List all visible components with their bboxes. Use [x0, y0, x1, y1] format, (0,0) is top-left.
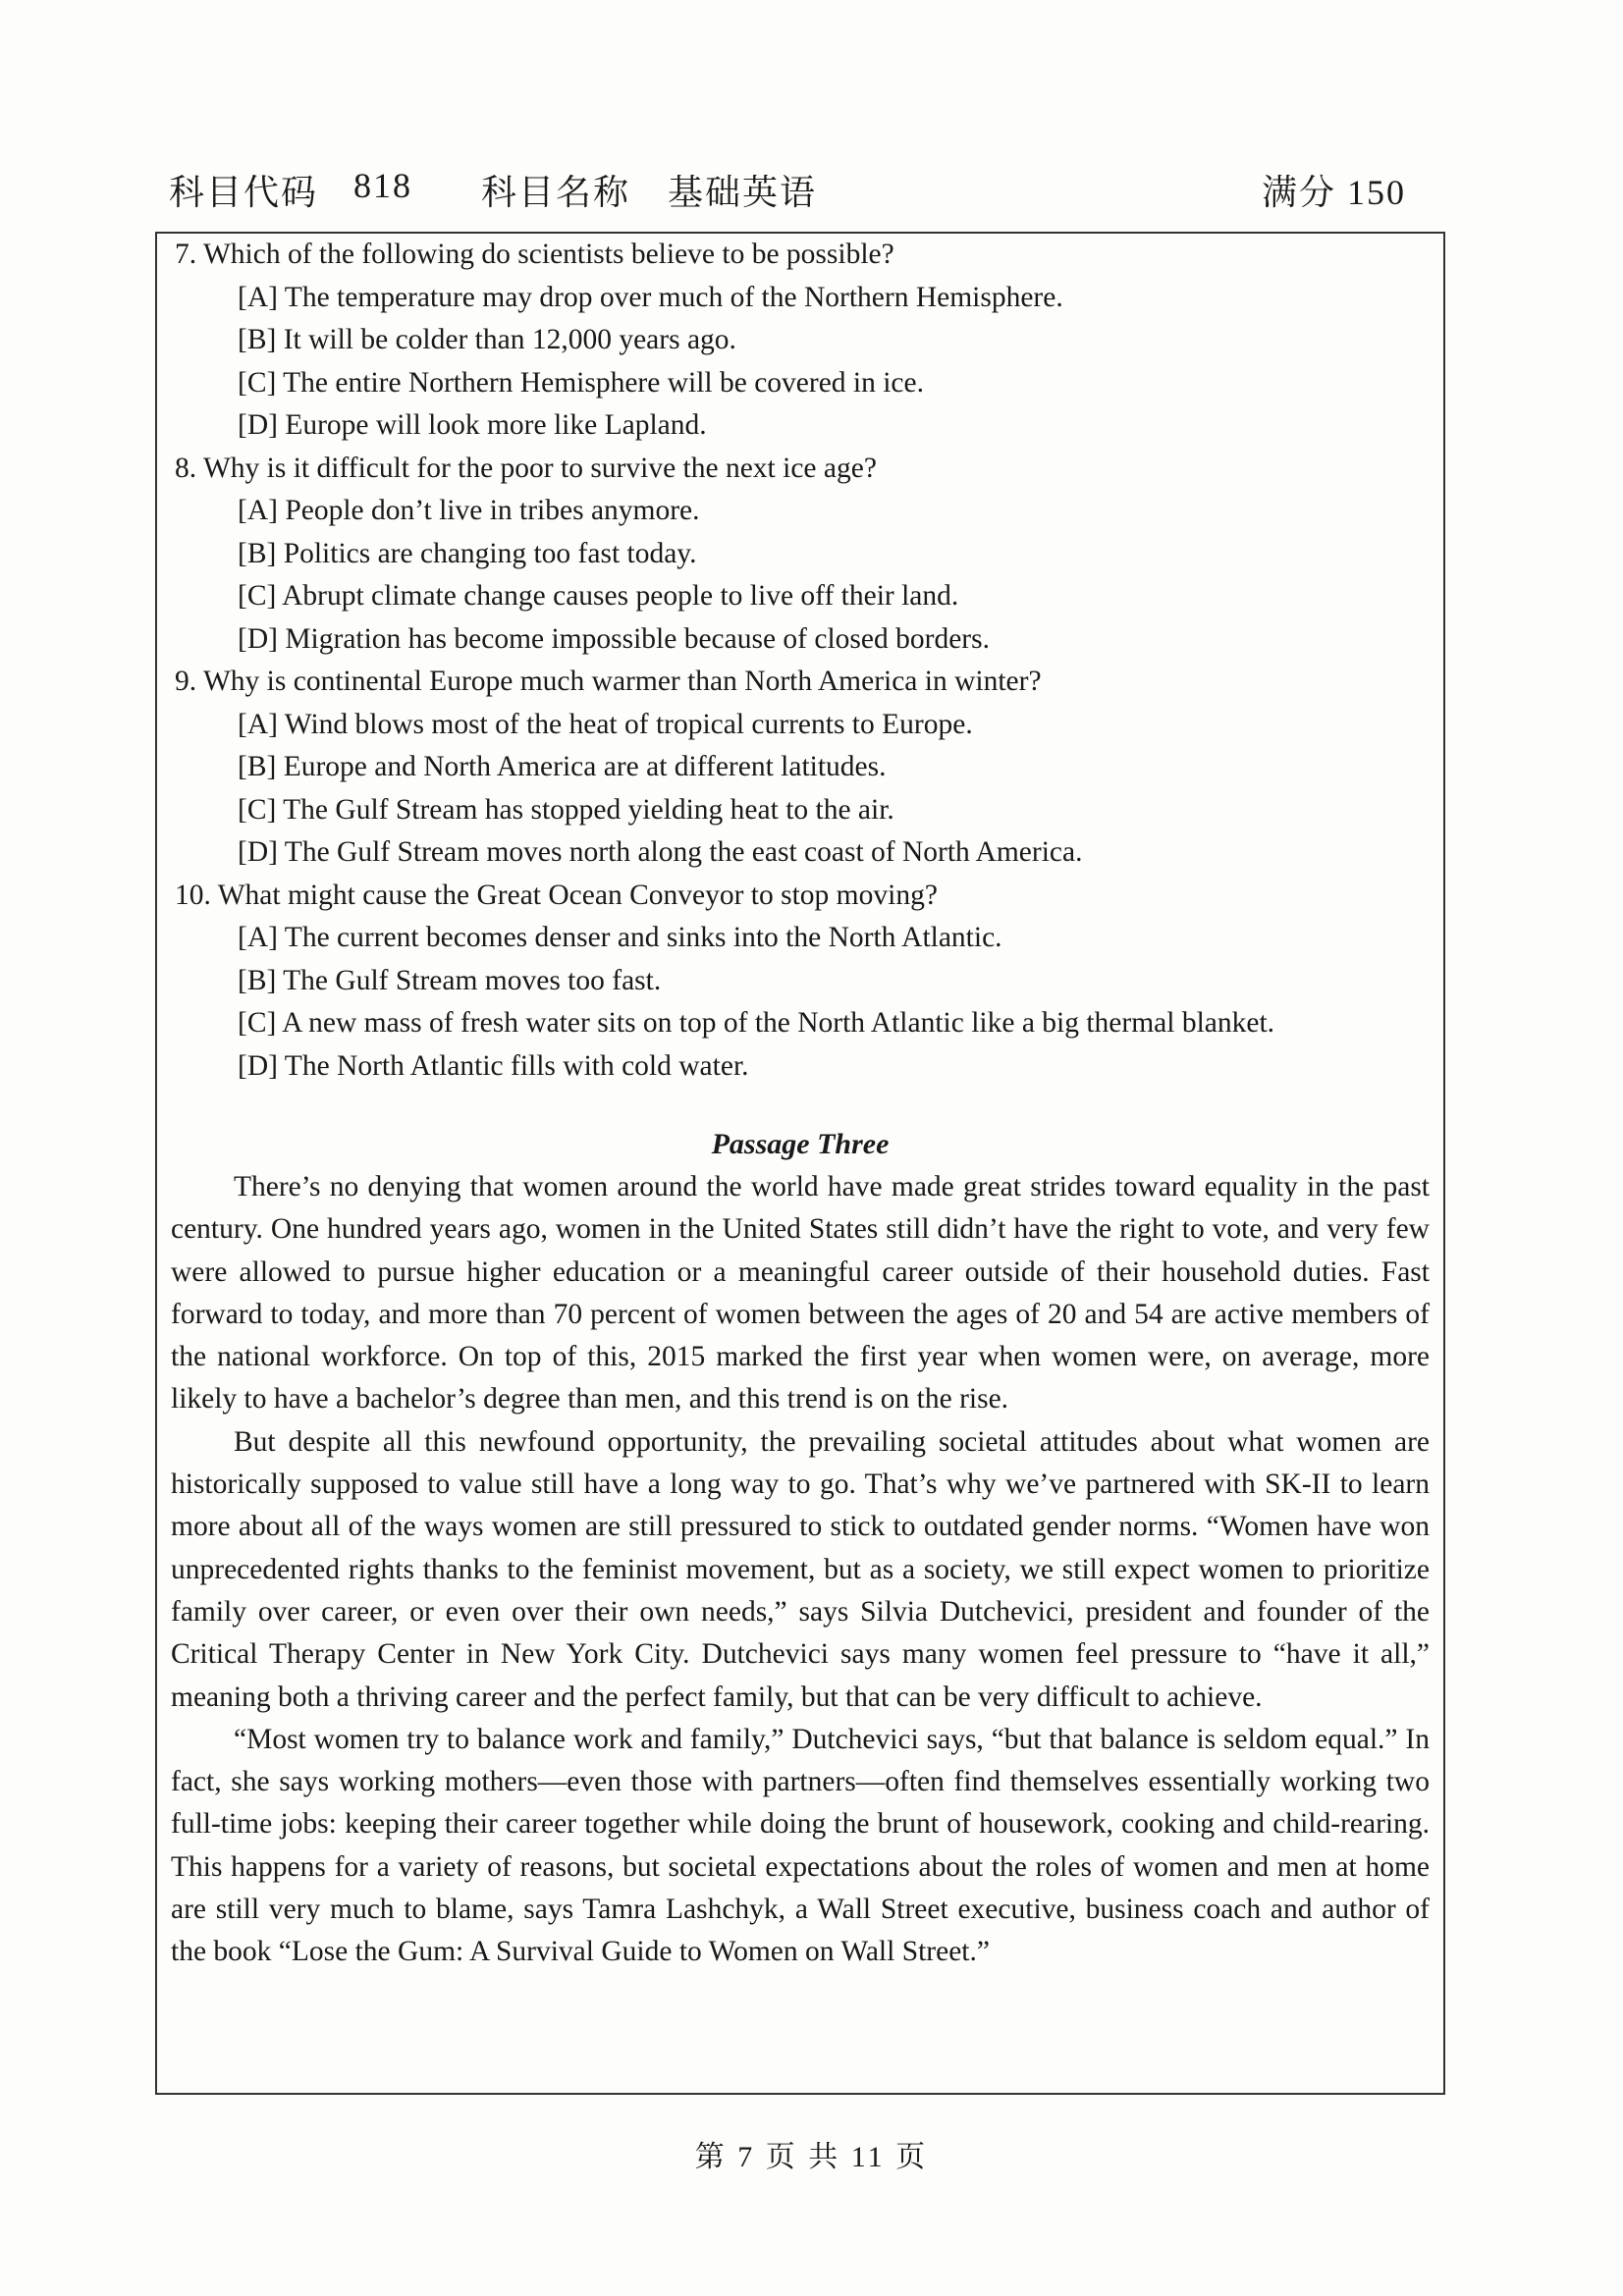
option-c: [C] The entire Northern Hemisphere will be covered in ice.: [238, 366, 924, 399]
question-stem: 10. What might cause the Great Ocean Conveyor to stop moving?: [175, 879, 938, 911]
passage-paragraph: “Most women try to balance work and family,” Dutchevici says, “but that balance is seldom equal.” In fact, she says working mothers—even those with partners—often find themselves essentially working two full-time jobs: keeping their career together while doing the brunt of housework, cooking and child-rearing. This happens for a variety of reasons, but societal expectations about the roles of women and men at home are still very much to blame, says Tamra Lashchyk, a Wall Street executive, business coach and author of the book “Lose the Gum: A Survival Guide to Women on Wall Street.”: [171, 1723, 1430, 1968]
option-a: [A] The temperature may drop over much of the Northern Hemisphere.: [238, 281, 1063, 313]
question-10: [175, 875, 1432, 1089]
subject-name-value: 基础英语: [668, 173, 818, 212]
option-b: [B] Politics are changing too fast today.: [238, 537, 697, 569]
page-header: [169, 165, 1406, 214]
questions-block: [175, 234, 1432, 1088]
question-8: [175, 448, 1432, 662]
question-stem: 7. Which of the following do scientists believe to be possible?: [175, 239, 894, 270]
page-number: 第 7 页 共 11 页: [694, 2141, 929, 2173]
option-c: [C] A new mass of fresh water sits on top of the North Atlantic like a big thermal blanket.: [238, 1007, 1275, 1039]
subject-code-label: 科目代码: [169, 173, 319, 212]
option-b: [B] The Gulf Stream moves too fast.: [238, 964, 662, 996]
passage-body: [171, 1166, 1430, 1974]
option-b: [B] Europe and North America are at different latitudes.: [238, 751, 887, 782]
passage-paragraph: But despite all this newfound opportunity, the prevailing societal attitudes about what women are historically supposed to value still have a long way to go. That’s why we’ve partnered with SK-II to learn more about all of the ways women are still pressured to stick to outdated gender norms. “Women have won unprecedented rights thanks to the feminist movement, but as a society, we still expect women to prioritize family over career, or even over their own needs,” says Silvia Dutchevici, president and founder of the Critical Therapy Center in New York City. Dutchevici says many women feel pressure to “have it all,” meaning both a thriving career and the perfect family, but that can be very difficult to achieve.: [171, 1425, 1430, 1713]
full-score-label: 满分 150: [1261, 173, 1406, 212]
option-a: [A] Wind blows most of the heat of tropical currents to Europe.: [238, 708, 973, 740]
subject-name-label: 科目名称: [481, 173, 631, 212]
option-d: [D] Europe will look more like Lapland.: [238, 409, 707, 441]
option-a: [A] People don’t live in tribes anymore.: [238, 495, 700, 526]
subject-code-value: 818: [353, 166, 412, 205]
option-d: [D] Migration has become impossible because of closed borders.: [238, 622, 990, 655]
option-b: [B] It will be colder than 12,000 years ago.: [238, 324, 736, 355]
passage-paragraph: There’s no denying that women around the world have made great strides toward equality in the past century. One hundred years ago, women in the United States still didn’t have the right to vote, and very few were allowed to pursue higher education or a meaningful career outside of their household duties. Fast forward to today, and more than 70 percent of women between the ages of 20 and 54 are active members of the national workforce. On top of this, 2015 marked the first year when women were, on average, more likely to have a bachelor’s degree than men, and this trend is on the rise.: [171, 1171, 1430, 1415]
passage-title: Passage Three: [711, 1128, 890, 1160]
question-stem: 9. Why is continental Europe much warmer than North America in winter?: [175, 666, 1042, 697]
option-d: [D] The Gulf Stream moves north along the east coast of North America.: [238, 836, 1083, 868]
question-stem: 8. Why is it difficult for the poor to survive the next ice age?: [175, 452, 877, 484]
option-d: [D] The North Atlantic fills with cold water.: [238, 1049, 749, 1082]
question-9: [175, 661, 1432, 875]
exam-content-frame: [155, 232, 1445, 2095]
option-c: [C] The Gulf Stream has stopped yielding heat to the air.: [238, 793, 894, 826]
option-c: [C] Abrupt climate change causes people to live off their land.: [238, 580, 959, 612]
question-7: [175, 234, 1432, 448]
option-a: [A] The current becomes denser and sinks into the North Atlantic.: [238, 922, 1002, 953]
